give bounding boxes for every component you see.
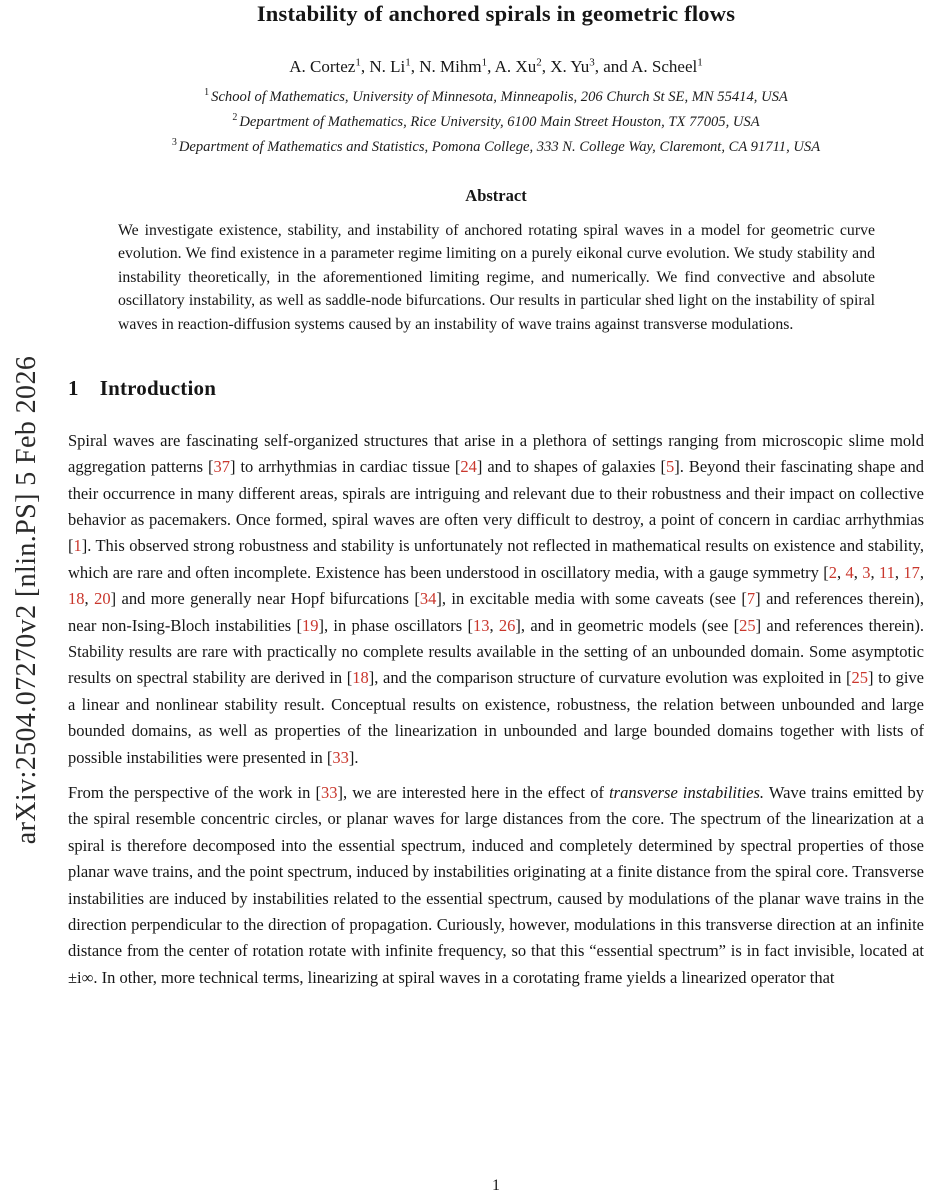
citation-link[interactable]: 24 — [460, 457, 477, 477]
superscript: 1 — [355, 56, 361, 69]
citation-link[interactable]: 25 — [851, 668, 869, 688]
citation-link[interactable]: 1 — [73, 536, 82, 556]
citation-link[interactable]: 33 — [332, 747, 349, 767]
citation-link[interactable]: 11 — [879, 562, 895, 582]
citation-link[interactable]: 2 — [828, 562, 837, 582]
affiliation-text: School of Mathematics, University of Minnesota, Minneapolis, 206 Church St SE, MN 55414, USA — [211, 89, 788, 105]
citation-link[interactable]: 17 — [903, 562, 920, 582]
page-number: 1 — [492, 1177, 500, 1194]
citation-link[interactable]: 18 — [68, 589, 85, 609]
citation-link[interactable]: 25 — [739, 615, 756, 635]
affiliation-superscript: 1 — [204, 87, 210, 99]
affiliation-text: Department of Mathematics, Rice University, 6100 Main Street Houston, TX 77005, USA — [239, 114, 760, 130]
citation-link[interactable]: 34 — [419, 589, 437, 609]
paragraph-2: From the perspective of the work in [33], we are interested here in the effect of transverse instabilities. Wave trains emitted by the spiral resemble concentric circles, or planar waves for large distances from the core. The spectrum of the linearization at a spiral is therefore decomposed into the essential spectrum, induced and completely determined by spectral properties of those planar wave trains, and the point spectrum, induced by instabilities originating at a finite distance from the spiral core. Transverse instabilities are induced by instabilities related to the essential spectrum, caused by modulations of the planar wave trains in the direction perpendicular to the direction of propagation. Curiously, however, modulations in this transverse direction at an infinite distance from the center of rotation rotate with infinite frequency, so that this “essential spectrum” is in fact invisible, located at ±i∞. In other, more technical terms, linearizing at spiral waves in a corotating frame yields a linearized operator that — [68, 782, 925, 987]
citation-link[interactable]: 7 — [746, 589, 756, 609]
citation-link[interactable]: 13 — [472, 615, 490, 635]
superscript: 3 — [589, 56, 595, 69]
citation-link[interactable]: 18 — [352, 668, 369, 688]
abstract-heading: Abstract — [465, 186, 527, 205]
abstract-text: We investigate existence, stability, and instability of anchored rotating spiral waves in a model for geometric curve evolution. We find existence in a parameter regime limiting on a purely eikonal curve evolution. We study stability and instability theoretically, in the aforementioned limiting regime, and numerically. We find convective and absolute oscillatory instability, as well as saddle-node bifurcations. Our results in particular shed light on the instability of spiral waves in reaction-diffusion systems caused by an instability of wave trains against transverse modulations. — [118, 222, 875, 333]
citation-link[interactable]: 4 — [845, 562, 854, 582]
paper-title: Instability of anchored spirals in geometric flows — [256, 1, 736, 26]
citation-link[interactable]: 26 — [498, 615, 516, 635]
citation-link[interactable]: 5 — [666, 457, 675, 477]
section-heading — [68, 376, 924, 401]
affiliations — [68, 89, 924, 156]
superscript: 1 — [405, 56, 411, 69]
author-line: A. Cortez$^1$, N. Li$^1$, N. Mihm$^1$, A. Xu$^2$, X. Yu$^3$, and A. Scheel$^1$ — [289, 56, 703, 76]
affiliation-line — [68, 139, 924, 156]
emphasized-text: transverse instabilities. — [609, 782, 765, 802]
affiliation-superscript: 3 — [171, 137, 177, 149]
arxiv-stamp: arXiv:2504.07270v2 [nlin.PS] 5 Feb 2026 — [11, 355, 42, 845]
affiliation-line — [68, 89, 924, 106]
citation-link[interactable]: 20 — [94, 589, 111, 609]
citation-link[interactable]: 19 — [301, 615, 319, 635]
citation-link[interactable]: 33 — [321, 782, 338, 802]
affiliation-superscript: 2 — [232, 112, 238, 124]
affiliation-text: Department of Mathematics and Statistics, Pomona College, 333 N. College Way, Claremont, CA 91711, USA — [178, 139, 821, 155]
paper-content — [68, 0, 924, 991]
section-number: 1 — [68, 375, 79, 400]
paragraph-1: Spiral waves are fascinating self-organized structures that arise in a plethora of settings ranging from microscopic slime mold aggregation patterns [37] to arrhythmias in cardiac tissue [24] and to shapes of galaxies [5]. Beyond their fascinating shape and their occurrence in many different areas, spirals are intriguing and relevant due to their robustness and their impact on collective behavior as pacemakers. Once formed, spiral waves are often very difficult to destroy, a point of concern in cardiac arrhythmias [1]. This observed strong robustness and stability is unfortunately not reflected in mathematical results on existence and stability, which are rare and often incomplete. Existence has been understood in oscillatory media, with a gauge symmetry [2, 4, 3, 11, 17, 18, 20] and more generally near Hopf bifurcations [34], in excitable media with some caveats (see [7] and references therein), near non-Ising-Bloch instabilities [19], in phase oscillators [13, 26], and in geometric models (see [25] and references therein). Stability results are rare with practically no complete results available in the setting of an unbounded domain. Some asymptotic results on spectral stability are derived in [18], and the comparison structure of curvature evolution was exploited in [25] to give a linear and nonlinear stability result. Conceptual results on existence, robustness, the relation between unbounded and large bounded domains, as well as properties of the linearization in unbounded and large bounded domains together with lists of possible instabilities were presented in [33]. — [68, 430, 925, 767]
section-title: Introduction — [99, 375, 217, 400]
affiliation-line — [68, 114, 924, 131]
superscript: 1 — [697, 56, 703, 69]
superscript: 2 — [536, 56, 542, 69]
citation-link[interactable]: 3 — [862, 562, 871, 582]
citation-link[interactable]: 37 — [213, 457, 231, 477]
superscript: 1 — [481, 56, 488, 69]
